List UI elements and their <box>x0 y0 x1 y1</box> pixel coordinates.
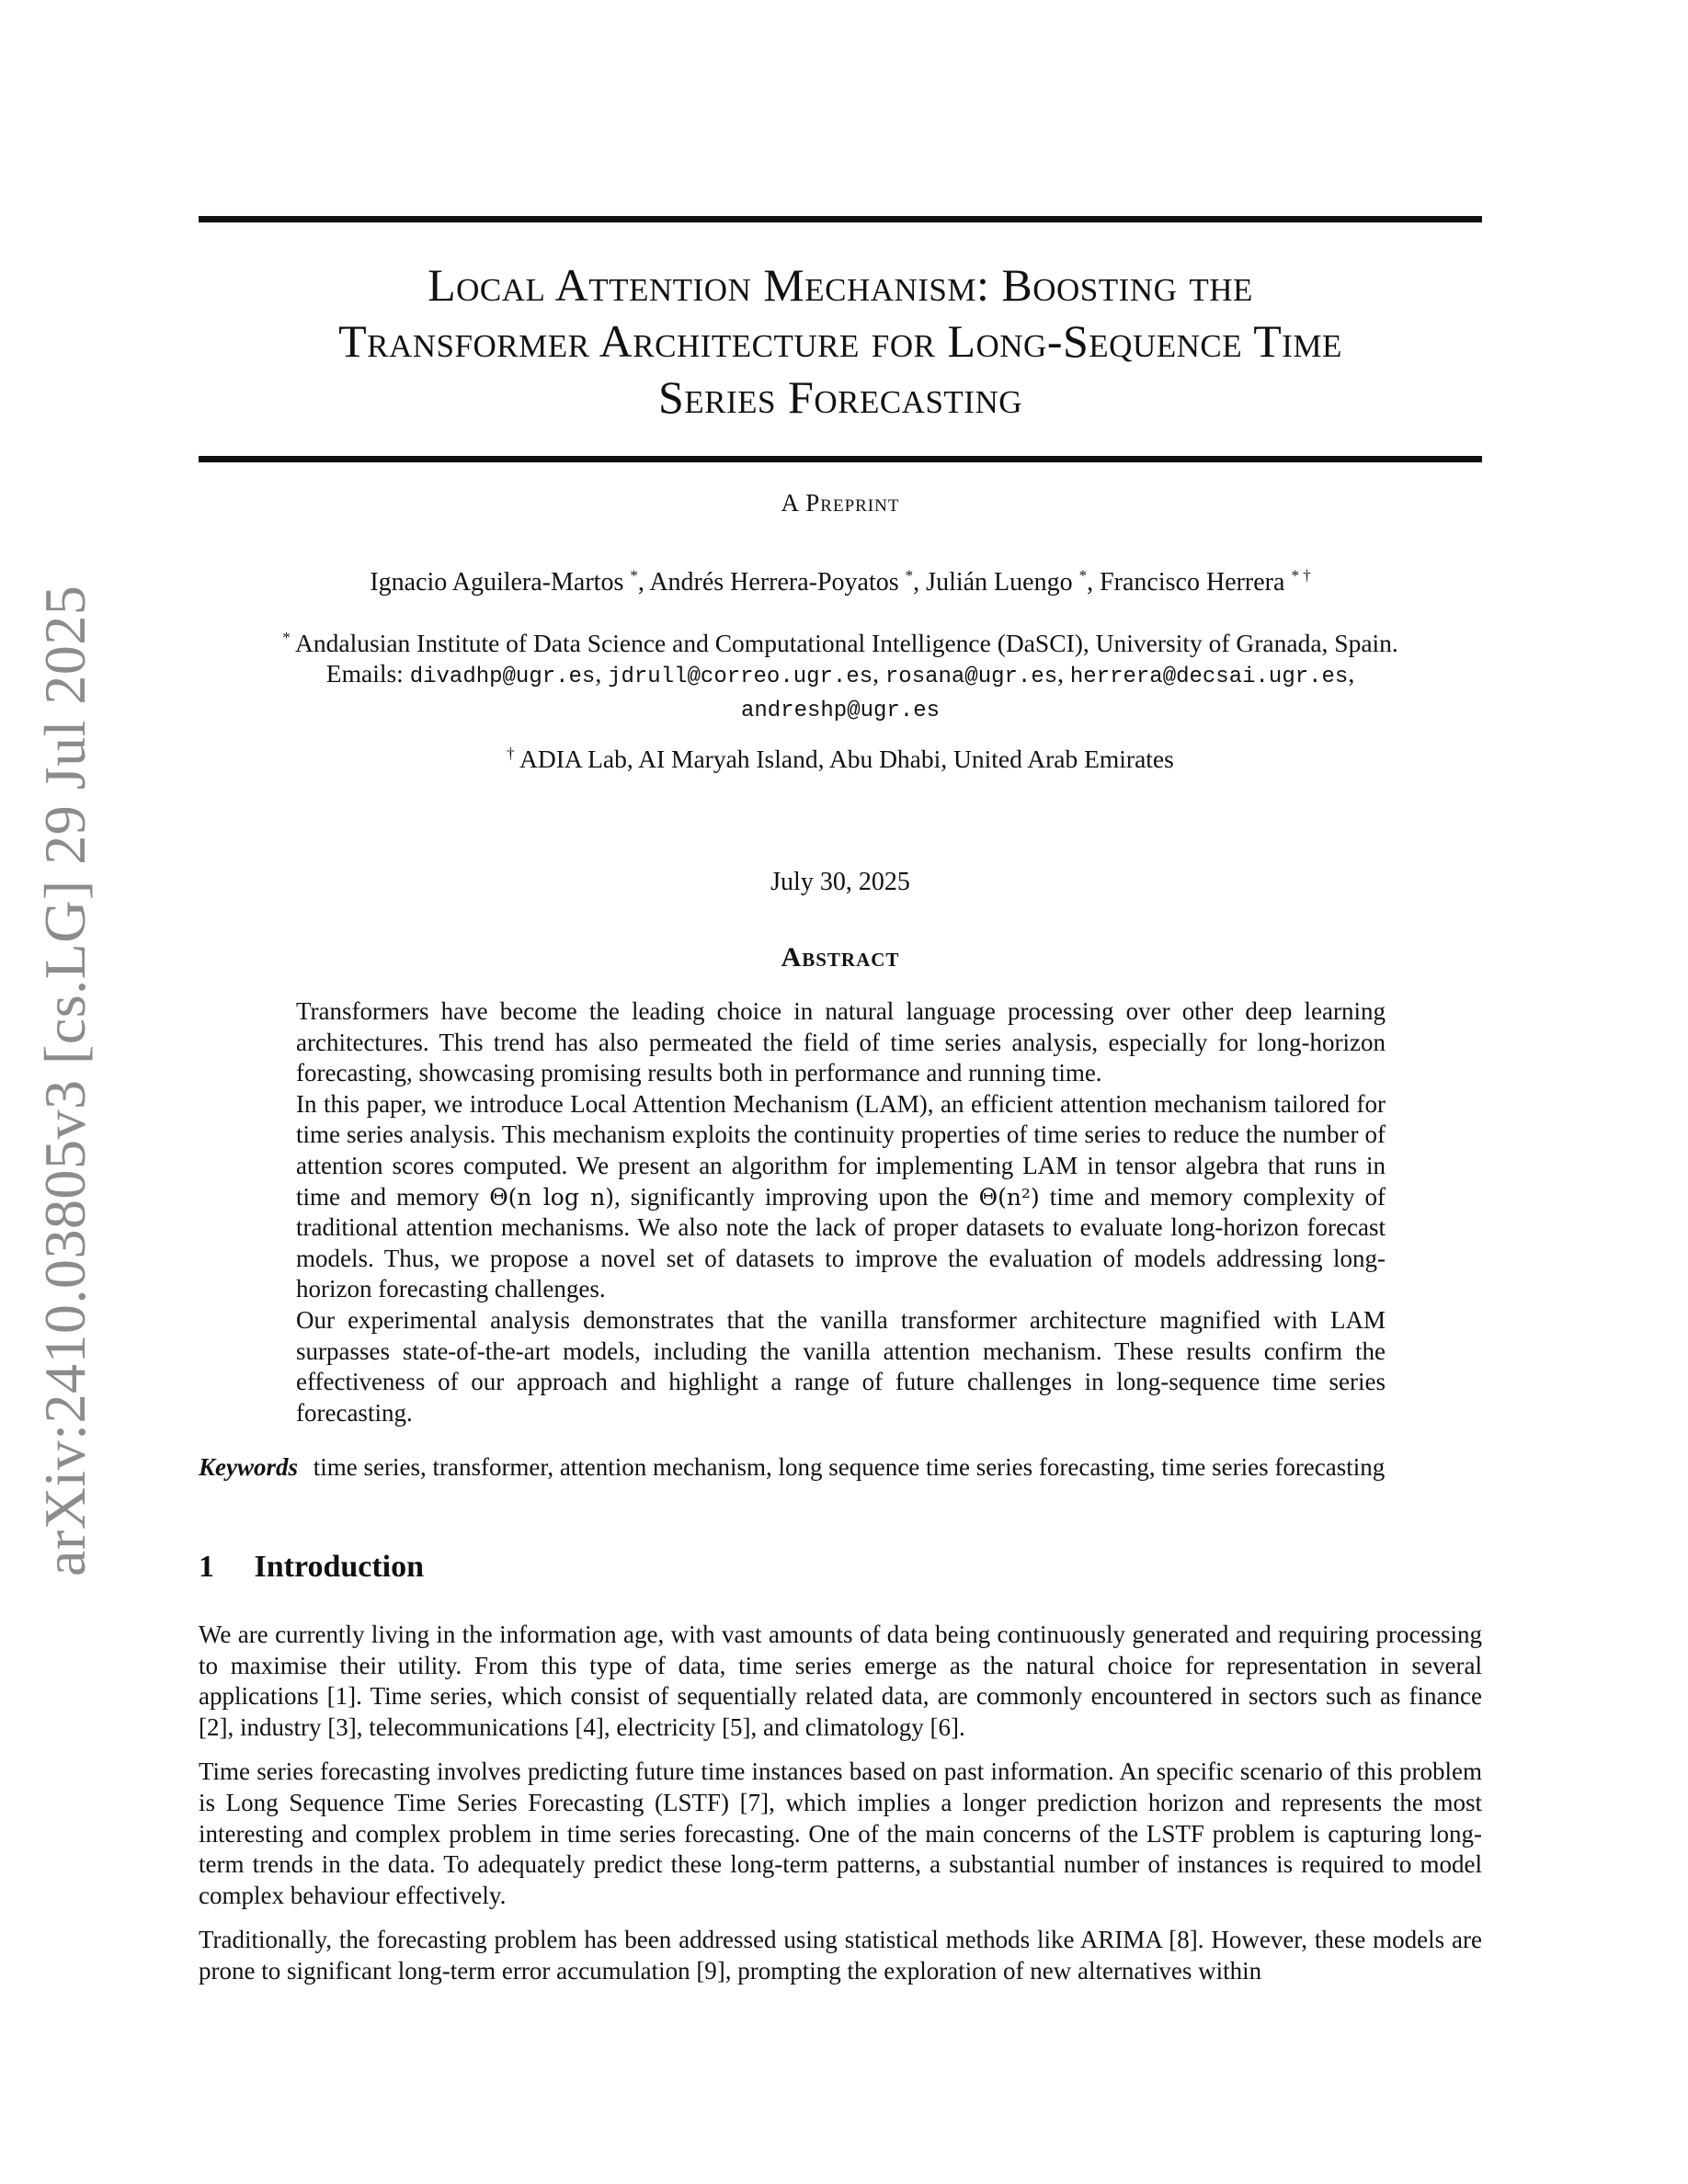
keywords-label: Keywords <box>199 1453 298 1481</box>
math-expression: Θ(n log n) <box>489 1183 614 1211</box>
publication-date: July 30, 2025 <box>770 868 910 896</box>
author-name: Ignacio Aguilera-Martos <box>370 568 624 597</box>
body-paragraph: Time series forecasting involves predicting future time instances based on past information. An specific scenario of this problem is Long Sequence Time Series Forecasting (LSTF) [7], which implies a longer prediction horizon and represents the most interesting and complex problem in time series forecasting. One of the main concerns of the LSTF problem is capturing long-term trends in the data. To adequately predict these long-term patterns, a substantial number of instances is required to model complex behaviour effectively. <box>199 1757 1482 1909</box>
abstract-text: In this paper, we introduce Local Attention Mechanism (LAM), an efficient attention mechanism tailored for time series analysis. This mechanism exploits the continuity properties of time series to reduce the number of attention scores computed. We present an algorithm for implementing LAM in tensor algebra that runs in time and memory <box>296 1089 1386 1211</box>
title-line-1: Local Attention Mechanism: Boosting the <box>428 259 1253 311</box>
secondary-affiliation <box>199 745 1482 774</box>
section-heading <box>199 1550 424 1585</box>
abstract-text: , significantly improving upon the <box>613 1182 969 1211</box>
abstract-paragraph: Our experimental analysis demonstrates that the vanilla transformer architecture magnified with LAM surpasses state-of-the-art models, including the vanilla attention mechanism. These results confirm the effectiveness of our approach and highlight a range of future challenges in long-sequence time series forecasting. <box>296 1305 1386 1427</box>
section-title: Introduction <box>254 1550 425 1584</box>
email-link[interactable]: jdrull@correo.ugr.es <box>608 665 873 689</box>
paper-title <box>199 257 1482 426</box>
emails-label: Emails: <box>325 659 404 688</box>
author-name: Francisco Herrera <box>1100 568 1285 597</box>
abstract-paragraph <box>296 1089 1386 1305</box>
affiliation-text: ADIA Lab, AI Maryah Island, Abu Dhabi, United Arab Emirates <box>519 745 1174 773</box>
author-mark: * <box>630 566 638 585</box>
affiliation-text: Andalusian Institute of Data Science and Computational Intelligence (DaSCI), University of Granada, Spain. <box>295 629 1398 657</box>
author-mark: * <box>1078 566 1088 585</box>
keywords-text: time series, transformer, attention mechanism, long sequence time series forecasting, time series forecasting <box>313 1453 1386 1481</box>
body-paragraph: We are currently living in the information age, with vast amounts of data being continuously generated and requiring processing to maximise their utility. From this type of data, time series emerge as the natural choice for representation in several applications [1]. Time series, which consist of sequentially related data, are commonly encountered in sectors such as finance [2], industry [3], telecommunications [4], electricity [5], and climatology [6]. <box>199 1621 1482 1741</box>
author-list: Ignacio Aguilera-Martos *, Andrés Herrera-Poyatos *, Julián Luengo *, Francisco Herrera * † <box>370 566 1311 597</box>
abstract-text: time and memory complexity of traditional attention mechanisms. We also note the lack of proper datasets to evaluate long-horizon forecast models. Thus, we propose a novel set of datasets to improve the evaluation of models addressing long-horizon forecasting challenges. <box>296 1182 1386 1303</box>
email-link[interactable]: herrera@decsai.ugr.es <box>1069 665 1349 689</box>
section-number: 1 <box>199 1550 214 1584</box>
email-link[interactable]: andreshp@ugr.es <box>740 699 941 723</box>
abstract-heading: Abstract <box>781 942 900 973</box>
affiliation-mark: † <box>507 744 515 762</box>
keywords-block <box>199 1452 1482 1484</box>
author-name: Julián Luengo <box>926 568 1073 597</box>
title-rule-bottom <box>199 456 1482 462</box>
author-mark: * <box>905 566 914 585</box>
author-name: Andrés Herrera-Poyatos <box>649 568 899 597</box>
abstract-paragraph: Transformers have become the leading choice in natural language processing over other deep learning architectures. This trend has also permeated the field of time series analysis, especially for long-horizon forecasting, showcasing promising results both in performance and running time. <box>296 997 1386 1087</box>
abstract-body <box>296 996 1386 1428</box>
math-expression: Θ(n²) <box>978 1183 1040 1211</box>
primary-affiliation: * Andalusian Institute of Data Science and Computational Intelligence (DaSCI), University of Granada, Spain. Emails: divadhp@ugr.es, jdrull@correo.ugr.es, rosana@ugr.es, herrera@decsai.ugr.es, andreshp@ugr.es <box>282 628 1398 723</box>
arxiv-identifier[interactable]: arXiv:2410.03805v3 [cs.LG] 29 Jul 2025 <box>32 585 97 1576</box>
preprint-label: A Preprint <box>781 489 900 517</box>
introduction-body <box>199 1620 1482 2001</box>
email-link[interactable]: rosana@ugr.es <box>884 665 1058 689</box>
title-line-3: Series Forecasting <box>657 371 1022 423</box>
title-rule-top <box>199 216 1482 222</box>
title-line-2: Transformer Architecture for Long-Sequence Time <box>338 315 1342 367</box>
author-mark: * † <box>1291 566 1311 585</box>
affiliation-mark: * <box>282 628 291 646</box>
body-paragraph: Traditionally, the forecasting problem has been addressed using statistical methods like ARIMA [8]. However, these models are prone to significant long-term error accumulation [9], prompting the exploration of new alternatives within <box>199 1926 1482 1985</box>
email-link[interactable]: divadhp@ugr.es <box>409 665 596 689</box>
